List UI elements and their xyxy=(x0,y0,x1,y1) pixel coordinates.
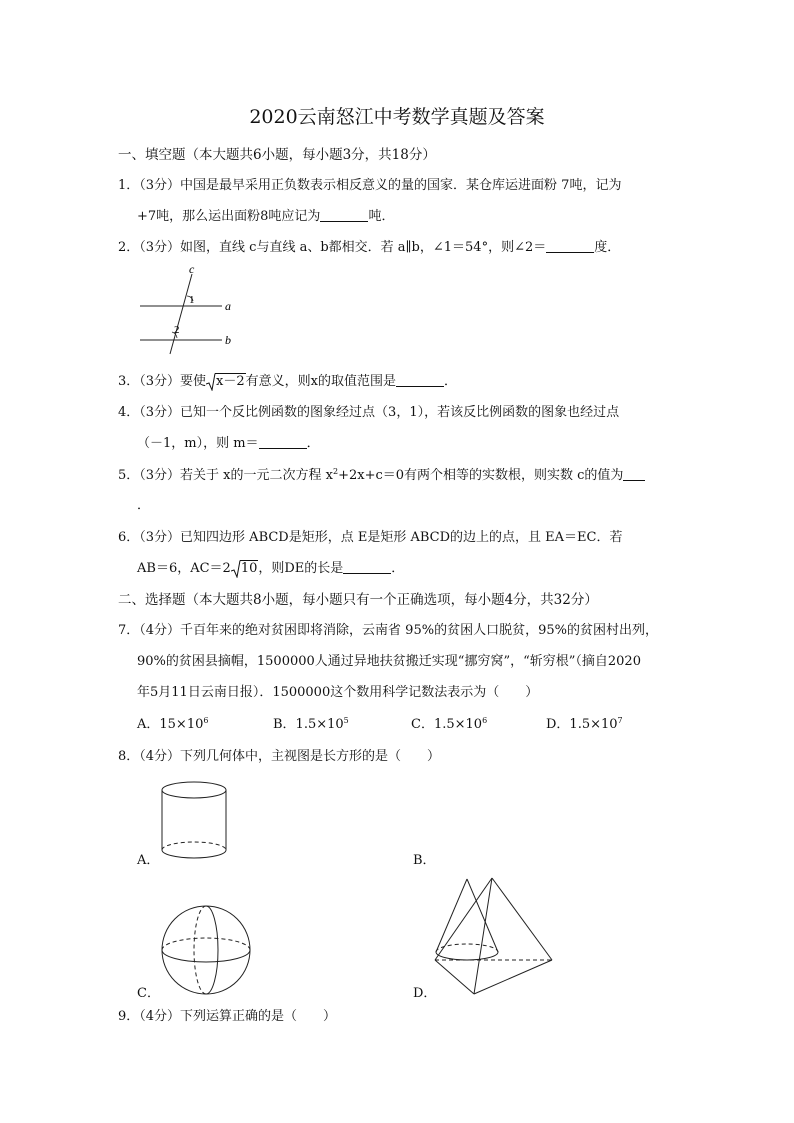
option-a xyxy=(137,716,208,734)
question-9-line-1: 9．（4分）下列运算正确的是（ ） xyxy=(118,1009,337,1024)
question-3-pre: 3．（3分）要使 xyxy=(118,374,207,389)
answer-blank xyxy=(320,208,368,222)
answer-blank xyxy=(259,435,307,449)
radical-sign-icon xyxy=(231,560,241,578)
option-a-label: A． xyxy=(137,853,160,868)
radicand: x－2 xyxy=(216,374,245,389)
question-3-post: 有意义，则x的取值范围是 xyxy=(245,374,396,389)
page-title: 2020云南怒江中考数学真题及答案 xyxy=(249,106,545,128)
question-3-line-1 xyxy=(118,373,457,391)
section-1-heading: 一、填空题（本大题共6小题，每小题3分，共18分） xyxy=(118,147,436,163)
question-2-text: 2．（3分）如图，直线 c与直线 a、b都相交．若 a∥b，∠1＝54°，则∠2＝ xyxy=(118,240,547,255)
sphere-outline xyxy=(162,906,250,994)
cylinder-figure xyxy=(155,778,235,864)
meridian-back xyxy=(194,906,206,994)
answer-blank xyxy=(623,467,645,481)
label-c: c xyxy=(189,262,195,276)
equator-back xyxy=(162,938,250,950)
cylinder-bottom-back xyxy=(162,842,226,850)
option-b-exponent: 5 xyxy=(343,716,349,725)
option-a-exponent: 6 xyxy=(203,716,209,725)
exponent: 2 xyxy=(332,467,339,476)
label-b: b xyxy=(225,333,231,347)
question-3-end: ． xyxy=(444,374,458,389)
option-d-exponent: 7 xyxy=(617,716,623,725)
option-c xyxy=(411,716,487,734)
question-1-text: +7吨，那么运出面粉8吨应记为 xyxy=(137,209,321,224)
question-6-end: ． xyxy=(391,561,405,576)
question-6-line-2 xyxy=(137,560,404,578)
option-c-base: C．1.5×10 xyxy=(411,717,483,732)
question-1-line-1: 1．（3分）中国是最早采用正负数表示相反意义的量的国家．某仓库运进面粉 7吨，记为 xyxy=(118,178,622,193)
label-angle-1: 1 xyxy=(189,294,195,306)
question-8-line-1: 8．（4分）下列几何体中，主视图是长方形的是（ ） xyxy=(118,749,441,764)
option-c-label: C． xyxy=(137,986,160,1001)
question-4-line-2 xyxy=(137,435,320,453)
question-6-post: ，则DE的长是 xyxy=(258,561,344,576)
question-7-line-2: 90%的贫困县摘帽，1500000人通过异地扶贫搬迁实现“挪穷窝”，“斩穷根”（摘自2020 xyxy=(137,654,641,669)
meridian-front xyxy=(206,906,218,994)
edge-base-left xyxy=(435,960,474,994)
question-1-unit: 吨． xyxy=(368,209,395,224)
question-6-pre: AB＝6，AC＝2 xyxy=(137,561,231,576)
radicand: 10 xyxy=(240,561,258,576)
option-c-exponent: 6 xyxy=(482,716,488,725)
question-4-line-1: 4．（3分）已知一个反比例函数的图象经过点（3，1），若该反比例函数的图象也经过点 xyxy=(118,405,620,420)
question-7-line-3: 年5月11日云南日报）．1500000这个数用科学记数法表示为（ ） xyxy=(137,685,539,700)
option-b xyxy=(273,716,349,734)
question-1-line-2 xyxy=(137,208,394,226)
answer-blank xyxy=(546,239,594,253)
question-2-unit: 度． xyxy=(594,240,621,255)
section-2-heading: 二、选择题（本大题共8小题，每小题只有一个正确选项，每小题4分，共32分） xyxy=(118,592,598,608)
question-5-line-1 xyxy=(118,467,645,485)
sqrt-expression xyxy=(206,373,246,391)
question-5-post: +2x+c＝0有两个相等的实数根，则实数 c的值为 xyxy=(338,468,624,483)
answer-blank xyxy=(343,560,391,574)
equator-front xyxy=(162,950,250,962)
question-5-line-2: ． xyxy=(137,498,151,513)
sqrt-expression xyxy=(231,560,259,578)
option-d xyxy=(546,716,623,734)
option-b-label: B． xyxy=(413,853,436,868)
sphere-figure xyxy=(156,900,256,1000)
label-a: a xyxy=(225,299,231,313)
question-6-line-1: 6．（3分）已知四边形 ABCD是矩形，点 E是矩形 ABCD的边上的点，且 EA＝EC．若 xyxy=(118,530,623,545)
option-d-base: D．1.5×10 xyxy=(546,717,618,732)
cylinder-top xyxy=(162,782,226,798)
edge-apex-right xyxy=(492,878,552,960)
tetrahedron-figure xyxy=(430,874,560,1000)
label-angle-2: 2 xyxy=(174,324,180,336)
question-4-text: （－1，m），则 m＝ xyxy=(137,436,259,451)
parallel-lines-figure xyxy=(132,262,252,358)
option-a-base: A．15×10 xyxy=(137,717,204,732)
question-5-pre: 5．（3分）若关于 x的一元二次方程 x xyxy=(118,468,333,483)
edge-base-right xyxy=(474,960,552,994)
edge-apex-front xyxy=(474,878,492,994)
question-7-line-1: 7．（4分）千百年来的绝对贫困即将消除，云南省 95%的贫困人口脱贫，95%的贫困村出列， xyxy=(118,623,658,638)
edge-apex-left xyxy=(435,878,492,960)
question-2-line-1 xyxy=(118,239,620,257)
answer-blank xyxy=(396,373,444,387)
question-4-end: ． xyxy=(306,436,320,451)
option-d-label: D． xyxy=(413,986,437,1001)
radical-sign-icon xyxy=(206,373,216,391)
option-b-base: B．1.5×10 xyxy=(273,717,344,732)
line-c xyxy=(170,274,192,354)
cylinder-bottom-front xyxy=(162,850,226,858)
